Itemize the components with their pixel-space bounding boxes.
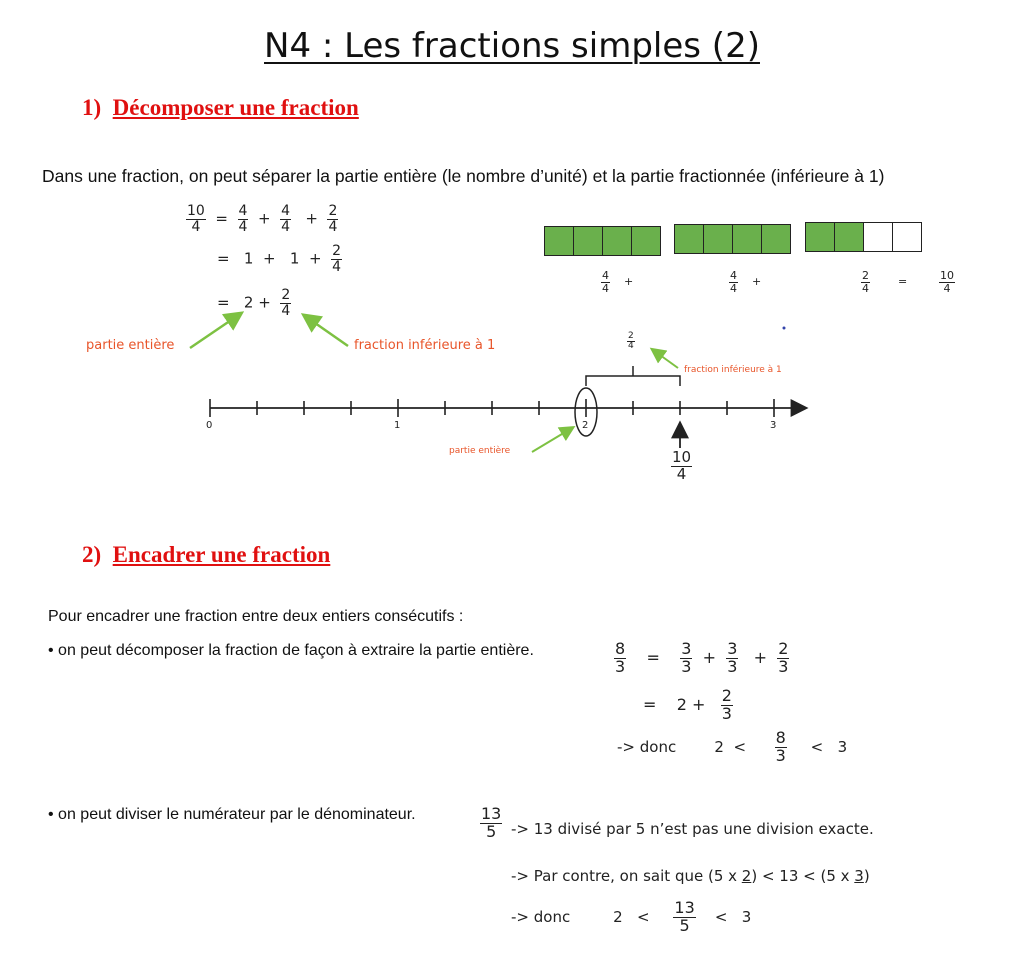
example2-line-3: -> donc 2 < $\frac{13}{5}$ < 3 (511, 898, 752, 935)
thirteen-fifths: $\frac{13}{5}$ (481, 804, 502, 841)
fraction-bar-3 (805, 222, 922, 252)
decomposition-line-2: = 1 + 1 + $\frac{2}{4}$ (217, 243, 342, 275)
fraction-bar-2 (674, 224, 791, 254)
decomposition-line-3: = 2 + $\frac{2}{4}$ (217, 287, 291, 319)
label-fraction-part: fraction inférieure à 1 (354, 338, 496, 353)
arrow-to-fraction-part (305, 316, 348, 346)
label-whole-part: partie entière (86, 338, 175, 353)
bullet-decompose: • on peut décomposer la fraction de façon à extraire la partie entière. (48, 642, 534, 659)
page-title: N4 : Les fractions simples (2) (264, 26, 760, 66)
bar-label-total: $\frac{10}{4}$ (940, 269, 954, 295)
fraction-bar-1 (544, 226, 661, 256)
example2-line-2: -> Par contre, on sait que (5 x 2) < 13 < (5 x 3) (511, 867, 870, 885)
arrow-small-fraction (653, 350, 678, 368)
section-2-intro: Pour encadrer une fraction entre deux entiers consécutifs : (48, 608, 464, 625)
arrow-small-whole (532, 428, 572, 452)
bar-label-3: $\frac{2}{4}$ = (862, 269, 908, 295)
small-label-fraction: fraction inférieure à 1 (684, 365, 782, 375)
stray-dot (783, 327, 786, 330)
tick-label-2: 2 (582, 420, 589, 431)
small-label-whole: partie entière (449, 446, 511, 456)
bullet-divide: • on peut diviser le numérateur par le dénominateur. (48, 806, 416, 823)
example1-line-3: -> donc 2 < $\frac{8}{3}$ < 3 (617, 728, 848, 765)
ten-quarters-label: $\frac{10}{4}$ (672, 448, 692, 483)
brace-fraction-label: $\frac{2}{4}$ (628, 331, 634, 352)
bar-label-2: $\frac{4}{4}$ + (730, 269, 762, 295)
decomposition-line-1: $\frac{10}{4}$ = $\frac{4}{4}$ + $\frac{4}{4}$ + $\frac{2}{4}$ (187, 203, 338, 235)
arrow-to-whole-part (190, 314, 240, 348)
section-2-title: Encadrer une fraction (112, 542, 331, 567)
tick-label-1: 1 (394, 420, 401, 431)
example1-line-2: = 2 + $\frac{2}{3}$ (643, 686, 732, 723)
section-1-number: 1) (82, 95, 102, 120)
section-1-intro: Dans une fraction, on peut séparer la partie entière (le nombre d’unité) et la partie fractionnée (inférieure à 1) (42, 166, 885, 186)
section-1-title: Décomposer une fraction (112, 95, 359, 120)
bar-label-1: $\frac{4}{4}$ + (602, 269, 634, 295)
example2-line-1: -> 13 divisé par 5 n’est pas une division exacte. (511, 820, 874, 838)
fraction-brace (586, 366, 680, 386)
example1-line-1: $\frac{8}{3}$ = $\frac{3}{3}$ + $\frac{3}{3}$ + $\frac{2}{3}$ (615, 639, 789, 676)
tick-label-0: 0 (206, 420, 213, 431)
tick-label-3: 3 (770, 420, 777, 431)
section-2-heading (82, 542, 330, 568)
section-2-number: 2) (82, 542, 102, 567)
